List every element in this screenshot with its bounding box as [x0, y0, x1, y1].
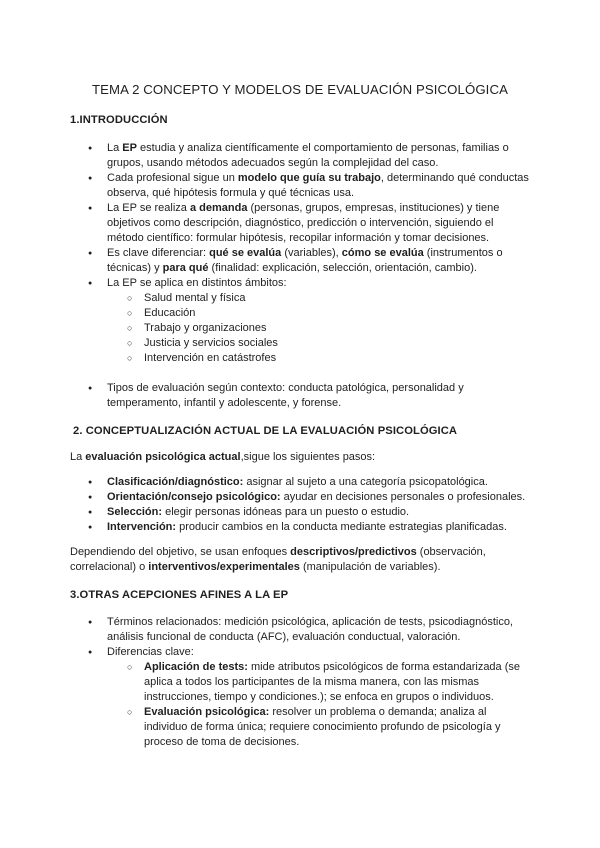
sublist-item: ○ Intervención en catástrofes	[107, 351, 530, 366]
text-run: Diferencias clave:	[107, 646, 194, 658]
section-1-heading: 1.INTRODUCCIÓN	[70, 114, 168, 126]
section-1-list-continued	[70, 381, 530, 411]
text-run: estudia y analiza científicamente el comportamiento de personas, familias o grupos, usando métodos adecuados según la complejidad del caso.	[107, 142, 509, 169]
bold-term: Selección:	[107, 506, 163, 518]
list-item	[70, 201, 530, 246]
bold-term: EP	[122, 142, 137, 154]
section-1-list	[70, 141, 530, 366]
text-run: elegir personas idóneas para un puesto o estudio.	[162, 506, 410, 518]
text-run: ,sigue los siguientes pasos:	[240, 451, 376, 463]
text-run: La	[107, 142, 123, 154]
list-item	[70, 490, 530, 505]
text-run: producir cambios en la conducta mediante estrategias planificadas.	[176, 521, 507, 533]
list-item: ● Tipos de evaluación según contexto: conducta patológica, personalidad y temperamento, infantil y adolescente, y forense.	[70, 381, 530, 411]
section-2-intro	[70, 450, 530, 465]
text-run: ayudar en decisiones personales o profesionales.	[280, 491, 526, 503]
text-run: La	[70, 451, 86, 463]
document-title: TEMA 2 CONCEPTO Y MODELOS DE EVALUACIÓN PSICOLÓGICA	[92, 82, 508, 97]
list-item	[70, 141, 530, 171]
text-run: (observación, correlacional) o	[70, 546, 486, 573]
ambitos-sublist	[107, 291, 530, 366]
sublist-item	[107, 660, 530, 705]
text-run: resolver un problema o demanda; analiza al individuo de forma única; requiere conocimiento profundo de psicología y proceso de toma de decisiones.	[144, 706, 501, 748]
section-2-list	[70, 475, 530, 535]
bold-term: Clasificación/diagnóstico:	[107, 476, 244, 488]
text-run: Dependiendo del objetivo, se usan enfoques	[70, 546, 291, 558]
sublist-item: ○ Justicia y servicios sociales	[107, 336, 530, 351]
text-run: La EP se realiza	[107, 202, 190, 214]
section-2-heading: 2. CONCEPTUALIZACIÓN ACTUAL DE LA EVALUACIÓN PSICOLÓGICA	[73, 425, 458, 437]
bold-term: a demanda	[189, 202, 248, 214]
bold-term: qué se evalúa	[209, 247, 282, 259]
text-run: (instrumentos o técnicas) y	[107, 247, 503, 274]
section-3-list	[70, 615, 530, 750]
bold-term: Intervención:	[107, 521, 177, 533]
text-run: mide atributos psicológicos de forma estandarizada (se aplica a todos los participantes de la misma manera, con las mismas instrucciones, tiempo y condiciones.); se enfoca en grupos o individuos.	[144, 661, 521, 703]
spacer	[70, 465, 530, 475]
list-item	[70, 505, 530, 520]
text-run: La EP se aplica en distintos ámbitos:	[107, 277, 287, 289]
text-run: (finalidad: explicación, selección, orientación, cambio).	[208, 262, 477, 274]
list-item: ● Términos relacionados: medición psicológica, aplicación de tests, psicodiagnóstico, análisis funcional de conducta (AFC), evaluación conductual, valoración.	[70, 615, 530, 645]
list-item	[70, 276, 530, 366]
text-run: (personas, grupos, empresas, instituciones) y tiene objetivos como descripción, diagnóstico, predicción o intervención, siguiendo el método científico: formular hipótesis, recopilar información y tomar decisiones.	[107, 202, 500, 244]
text-run: Cada profesional sigue un	[107, 172, 238, 184]
sublist-item	[107, 705, 530, 750]
text-run: , determinando qué conductas observa, qué hipótesis formula y qué técnicas usa.	[107, 172, 529, 199]
list-item	[70, 246, 530, 276]
spacer	[70, 366, 530, 381]
text-run: Es clave diferenciar:	[107, 247, 210, 259]
bold-term: interventivos/experimentales	[148, 561, 300, 573]
text-run: (variables),	[281, 247, 342, 259]
bold-term: descriptivos/predictivos	[290, 546, 417, 558]
sublist-item: ○ Educación	[107, 306, 530, 321]
text-run: asignar al sujeto a una categoría psicopatológica.	[243, 476, 488, 488]
list-item	[70, 475, 530, 490]
list-item	[70, 171, 530, 201]
bold-term: evaluación psicológica actual	[85, 451, 241, 463]
section-2-closing	[70, 545, 530, 575]
bold-term: Evaluación psicológica:	[144, 706, 270, 718]
bold-term: modelo que guía su trabajo	[237, 172, 381, 184]
list-item	[70, 645, 530, 750]
sublist-item: ○ Trabajo y organizaciones	[107, 321, 530, 336]
differences-sublist	[107, 660, 530, 750]
sublist-item: ○ Salud mental y física	[107, 291, 530, 306]
bold-term: Aplicación de tests:	[144, 661, 248, 673]
bold-term: para qué	[162, 262, 209, 274]
bold-term: Orientación/consejo psicológico:	[107, 491, 281, 503]
list-item	[70, 520, 530, 535]
text-run: (manipulación de variables).	[299, 561, 441, 573]
section-3-heading: 3.OTRAS ACEPCIONES AFINES A LA EP	[70, 589, 289, 601]
spacer	[70, 535, 530, 545]
bold-term: cómo se evalúa	[341, 247, 424, 259]
